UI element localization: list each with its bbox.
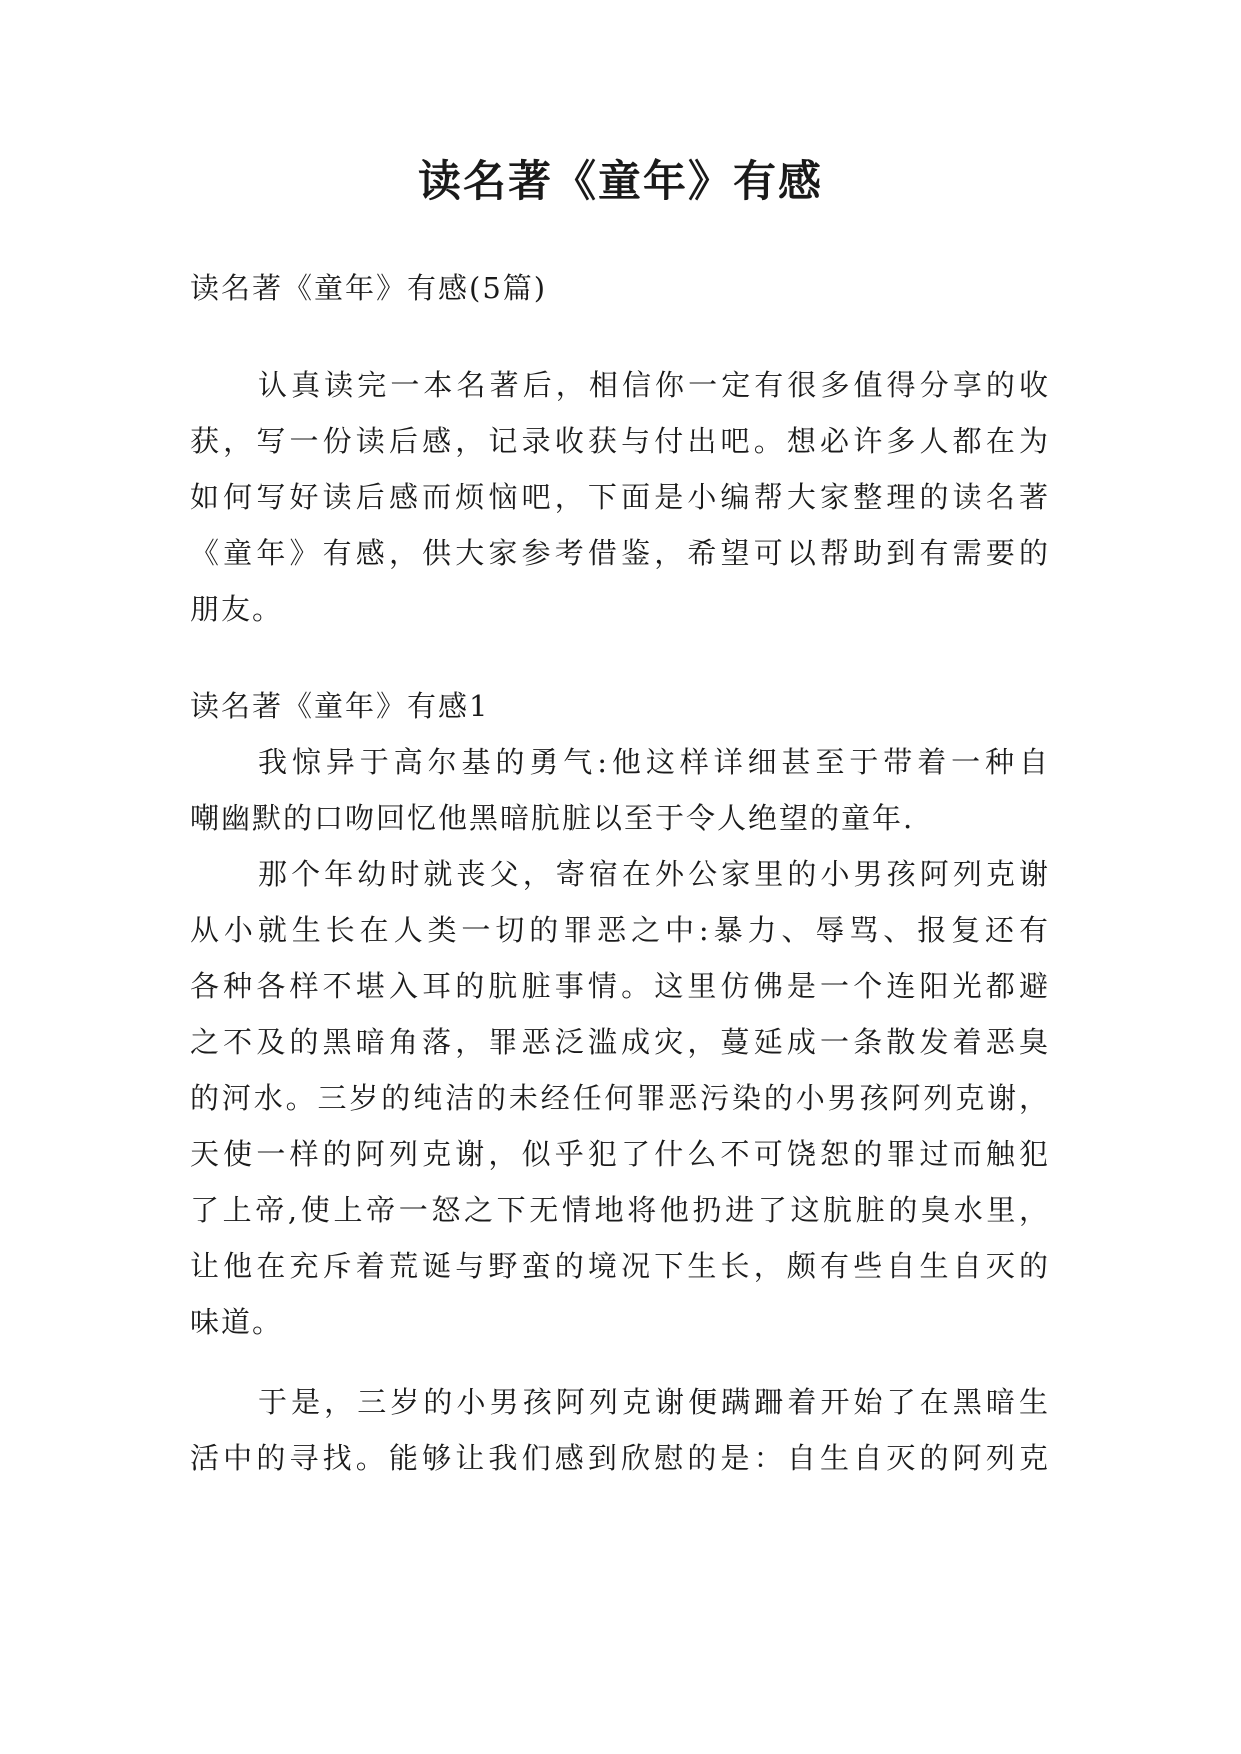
section-heading: 读名著《童年》有感1 [190, 689, 490, 723]
document-title: 读名著《童年》有感 [418, 157, 823, 207]
paragraph-line: 让他在充斥着荒诞与野蛮的境况下生长，颇有些自生自灭的 [190, 1249, 1050, 1283]
paragraph-line: 活中的寻找。能够让我们感到欣慰的是：自生自灭的阿列克 [190, 1441, 1050, 1475]
paragraph-line: 了上帝,使上帝一怒之下无情地将他扔进了这肮脏的臭水里， [190, 1193, 1050, 1227]
paragraph-line: 我惊异于高尔基的勇气:他这样详细甚至于带着一种自 [258, 745, 1050, 779]
paragraph-line: 的河水。三岁的纯洁的未经任何罪恶污染的小男孩阿列克谢， [190, 1081, 1050, 1115]
intro-line: 如何写好读后感而烦恼吧，下面是小编帮大家整理的读名著 [190, 480, 1050, 514]
paragraph-line: 之不及的黑暗角落，罪恶泛滥成灾，蔓延成一条散发着恶臭 [190, 1025, 1050, 1059]
document-subtitle: 读名著《童年》有感(5篇) [190, 271, 548, 305]
intro-line: 朋友。 [190, 592, 284, 626]
paragraph-line: 从小就生长在人类一切的罪恶之中:暴力、辱骂、报复还有 [190, 913, 1050, 947]
intro-line: 认真读完一本名著后，相信你一定有很多值得分享的收 [258, 368, 1050, 402]
intro-line: 《童年》有感，供大家参考借鉴，希望可以帮助到有需要的 [190, 536, 1050, 570]
paragraph-line: 天使一样的阿列克谢，似乎犯了什么不可饶恕的罪过而触犯 [190, 1137, 1050, 1171]
paragraph-line: 于是，三岁的小男孩阿列克谢便蹒跚着开始了在黑暗生 [258, 1385, 1050, 1419]
paragraph-line: 那个年幼时就丧父，寄宿在外公家里的小男孩阿列克谢 [258, 857, 1050, 891]
paragraph-line: 味道。 [190, 1305, 284, 1339]
intro-line: 获，写一份读后感，记录收获与付出吧。想必许多人都在为 [190, 424, 1050, 458]
paragraph-line: 嘲幽默的口吻回忆他黑暗肮脏以至于令人绝望的童年. [190, 801, 915, 835]
paragraph-line: 各种各样不堪入耳的肮脏事情。这里仿佛是一个连阳光都避 [190, 969, 1050, 1003]
